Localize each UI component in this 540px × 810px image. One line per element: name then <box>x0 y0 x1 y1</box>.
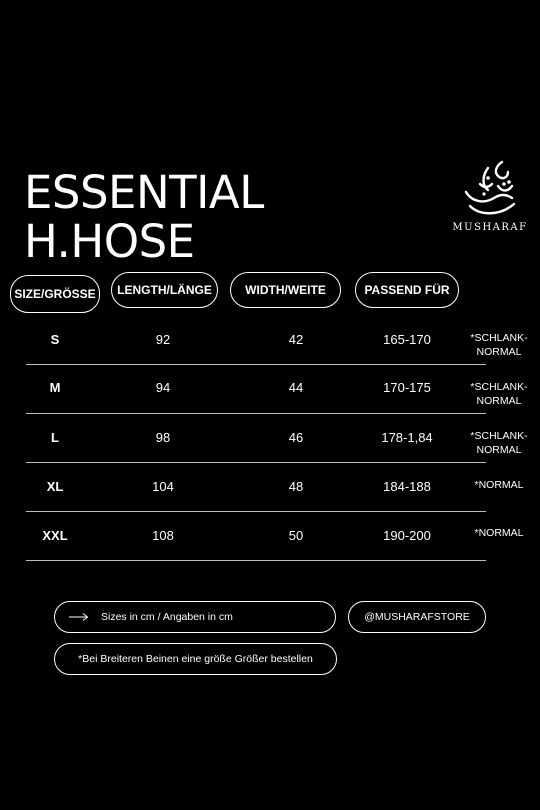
row-note-line-2: NORMAL <box>476 346 522 358</box>
row-size: XL <box>46 479 64 494</box>
row-size: S <box>50 332 60 347</box>
row-note-line-1: *SCHLANK- <box>470 381 528 393</box>
row-divider <box>26 560 486 561</box>
store-handle[interactable] <box>348 601 486 633</box>
row-length: 92 <box>155 332 171 347</box>
brand-logo <box>452 158 528 238</box>
row-divider <box>26 462 486 463</box>
header-size: SIZE/GRÖSSE <box>10 275 100 313</box>
row-note-line-1: *SCHLANK- <box>470 332 528 344</box>
brand-name: MUSHARAF <box>452 222 528 233</box>
store-handle-text: @MUSHARAFSTORE <box>364 611 470 623</box>
row-fit: 184-188 <box>383 479 431 494</box>
row-fit: 178-1,84 <box>381 430 433 445</box>
header-fit: PASSEND FÜR <box>355 272 459 308</box>
row-divider <box>26 413 486 414</box>
row-size: XXL <box>42 528 68 543</box>
row-fit: 190-200 <box>383 528 431 543</box>
row-note <box>464 380 534 408</box>
size-advice <box>54 643 337 675</box>
row-note-line-1: *NORMAL <box>474 527 524 539</box>
row-width: 48 <box>288 479 304 494</box>
row-length: 108 <box>152 528 174 543</box>
row-note-line-2: NORMAL <box>476 395 522 407</box>
header-length: LENGTH/LÄNGE <box>111 272 218 308</box>
size-advice-text: *Bei Breiteren Beinen eine größe Größer bestellen <box>78 653 313 665</box>
arrow-right-icon <box>69 612 89 622</box>
row-fit: 165-170 <box>383 332 431 347</box>
row-note <box>464 478 534 492</box>
row-width: 42 <box>288 332 304 347</box>
row-note-line-1: *SCHLANK- <box>470 430 528 442</box>
units-text: Sizes in cm / Angaben in cm <box>101 611 233 623</box>
row-note <box>464 429 534 457</box>
page-title <box>24 168 264 266</box>
row-length: 104 <box>152 479 174 494</box>
row-width: 44 <box>288 380 304 395</box>
row-size: M <box>49 380 61 395</box>
row-size: L <box>51 430 59 445</box>
row-note <box>464 331 534 359</box>
title-line-2: H.HOSE <box>24 215 195 268</box>
title-line-1: ESSENTIAL <box>24 166 264 219</box>
arabic-calligraphy-logo-icon <box>458 158 522 220</box>
row-note-line-1: *NORMAL <box>474 479 524 491</box>
row-length: 98 <box>155 430 171 445</box>
header-width: WIDTH/WEITE <box>230 272 341 308</box>
row-divider <box>26 511 486 512</box>
row-note <box>464 526 534 540</box>
row-note-line-2: NORMAL <box>476 444 522 456</box>
row-divider <box>26 364 486 365</box>
units-note <box>54 601 336 633</box>
row-fit: 170-175 <box>383 380 431 395</box>
row-width: 46 <box>288 430 304 445</box>
row-width: 50 <box>288 528 304 543</box>
row-length: 94 <box>155 380 171 395</box>
